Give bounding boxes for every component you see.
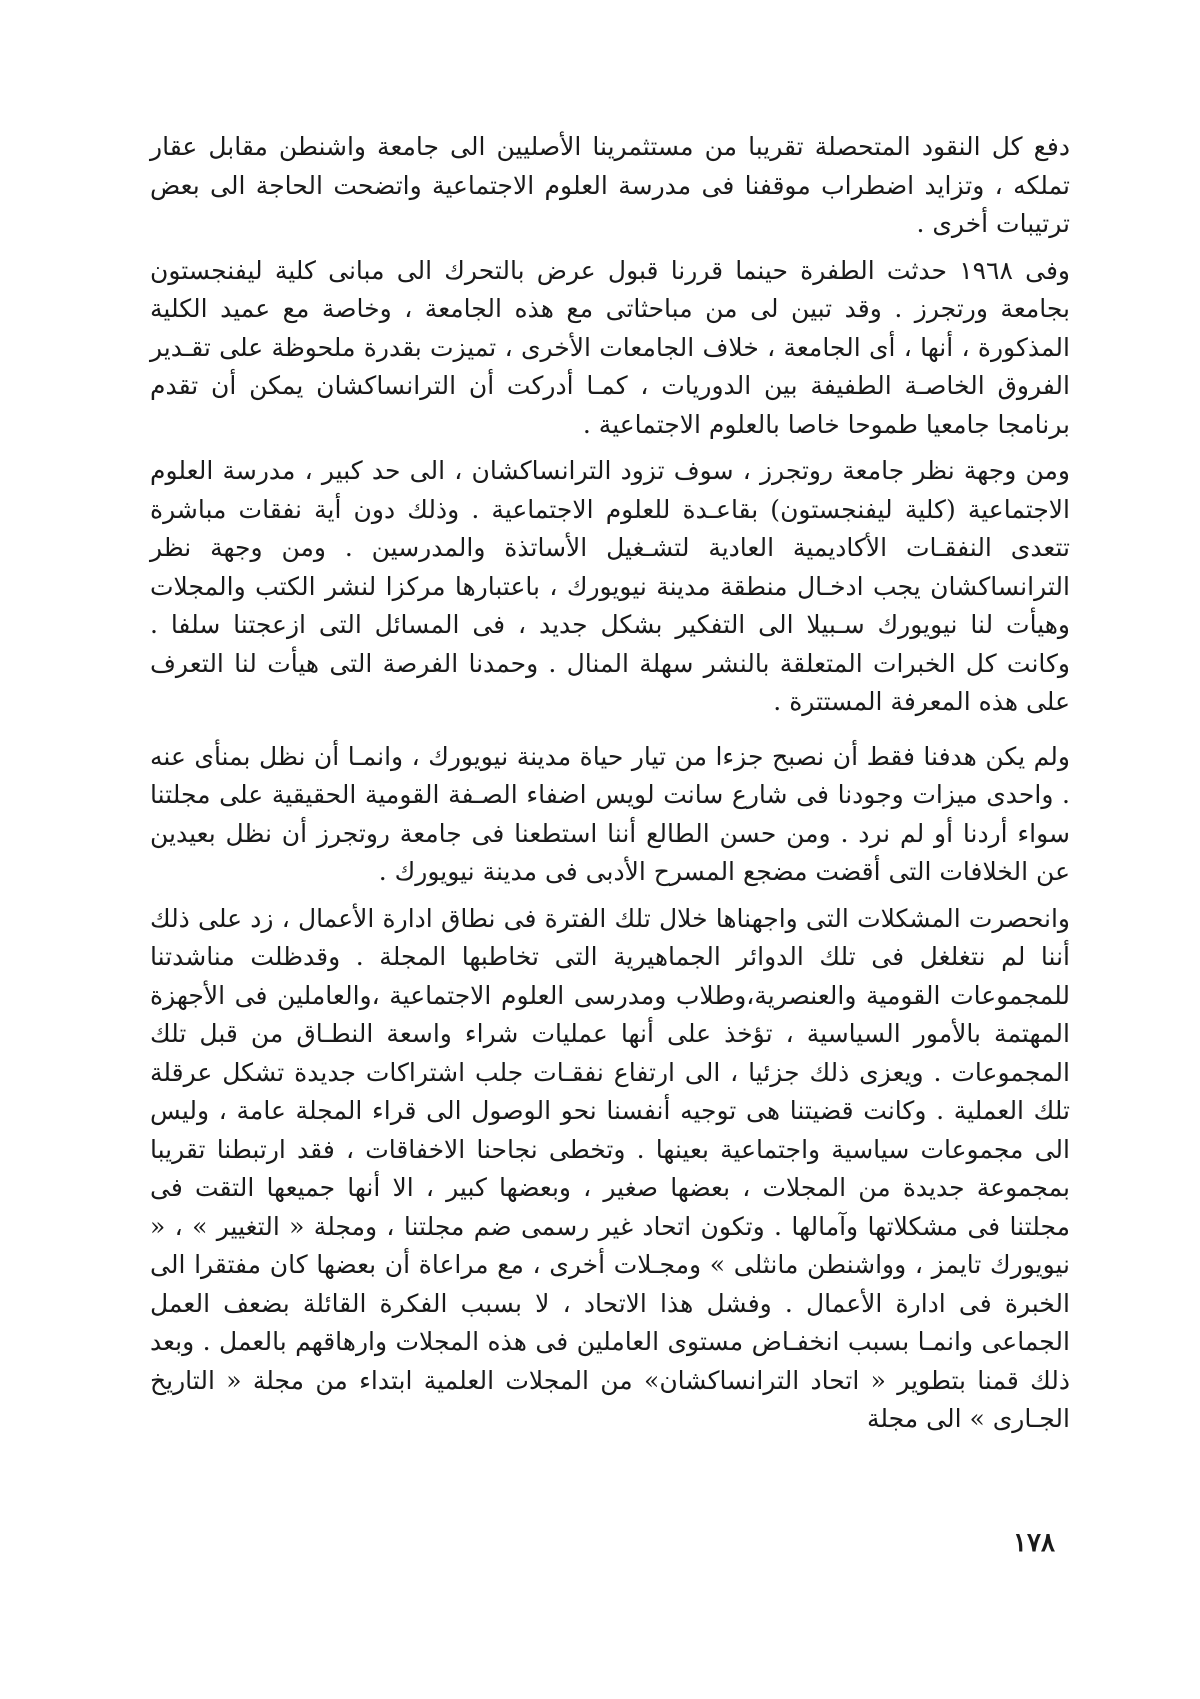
paragraph: وانحصرت المشكلات التى واجهناها خلال تلك الفترة فى نطاق ادارة الأعمال ، زد على ذلك أننا لم نتغلغل فى تلك الدوائر الجماهيرية التى تخاطبها المجلة . وقدظلت مناشدتنا للمجموعات القومية والعنصرية،وطلاب ومدرسى العلوم الاجتماعية ،والعاملين فى الأجهزة المهتمة بالأمور السياسية ، تؤخذ على أنها عمليات شراء واسعة النطـاق من قبل تلك المجموعات . ويعزى ذلك جزئيا ، الى ارتفاع نفقـات جلب اشتراكات جديدة تشكل عرقلة تلك العملية . وكانت قضيتنا هى توجيه أنفسنا نحو الوصول الى قراء المجلة عامة ، وليس الى مجموعات سياسية واجتماعية بعينها . وتخطى نجاحنا الاخفاقات ، فقد ارتبطنا تقريبا بمجموعة جديدة من المجلات ، بعضها صغير ، وبعضها كبير ، الا أنها جميعها التقت فى مجلتنا فى مشكلاتها وآمالها . وتكون اتحاد غير رسمى ضم مجلتنا ، ومجلة « التغيير » ، « نيويورك تايمز ، وواشنطن مانثلى » ومجـلات أخرى ، مع مراعاة أن بعضها كان مفتقرا الى الخبرة فى ادارة الأعمال . وفشل هذا الاتحاد ، لا بسبب الفكرة القائلة بضعف العمل الجماعى وانمـا بسبب انخفـاض مستوى العاملين فى هذه المجلات وارهاقهم بالعمل . وبعد ذلك قمنا بتطوير « اتحاد الترانساكشان» من المجلات العلمية ابتداء من مجلة « التاريخ الجـارى » الى مجلة: [150, 903, 1070, 1433]
paragraph: ولم يكن هدفنا فقط أن نصبح جزءا من تيار حياة مدينة نيويورك ، وانمـا أن نظل بمنأى عنه . واحدى ميزات وجودنا فى شارع سانت لويس اضفاء الصـفة القومية الحقيقية على مجلتنا سواء أردنا أو لم نرد . ومن حسن الطالع أننا استطعنا فى جامعة روتجرز أن نظل بعيدين عن الخلافات التى أقضت مضجع المسرح الأدبى فى مدينة نيويورك .: [150, 741, 1070, 886]
page-number: ١٧٨: [1013, 1528, 1055, 1558]
paragraph: وفى ١٩٦٨ حدثت الطفرة حينما قررنا قبول عرض بالتحرك الى مبانى كلية ليفنجستون بجامعة ورتجرز . وقد تبين لى من مباحثاتى مع هذه الجامعة ، وخاصة مع عميد الكلية المذكورة ، أنها ، أى الجامعة ، خلاف الجامعات الأخرى ، تميزت بقدرة ملحوظة على تقـدير الفروق الخاصـة الطفيفة بين الدوريات ، كمـا أدركت أن الترانساكشان يمكن أن تقدم برنامجا جامعيا طموحا خاصا بالعلوم الاجتماعية .: [150, 255, 1070, 439]
paragraph: ومن وجهة نظر جامعة روتجرز ، سوف تزود الترانساكشان ، الى حد كبير ، مدرسة العلوم الاجتماعية (كلية ليفنجستون) بقاعـدة للعلوم الاجتماعية . وذلك دون أية نفقات مباشرة تتعدى النفقـات الأكاديمية العادية لتشـغيل الأساتذة والمدرسين . ومن وجهة نظر الترانساكشان يجب ادخـال منطقة مدينة نيويورك ، باعتبارها مركزا لنشر الكتب والمجلات وهيأت لنا نيويورك سـبيلا الى التفكير بشكل جديد ، فى المسائل التى ازعجتنا سلفا . وكانت كل الخبرات المتعلقة بالنشر سهلة المنال . وحمدنا الفرصة التى هيأت لنا التعرف على هذه المعرفة المستترة .: [150, 456, 1070, 716]
paragraph: دفع كل النقود المتحصلة تقريبا من مستثمرينا الأصليين الى جامعة واشنطن مقابل عقار تملكه ، وتزايد اضطراب موقفنا فى مدرسة العلوم الاجتماعية واتضحت الحاجة الى بعض ترتيبات أخرى .: [150, 132, 1070, 238]
body-text: [150, 128, 1070, 1439]
